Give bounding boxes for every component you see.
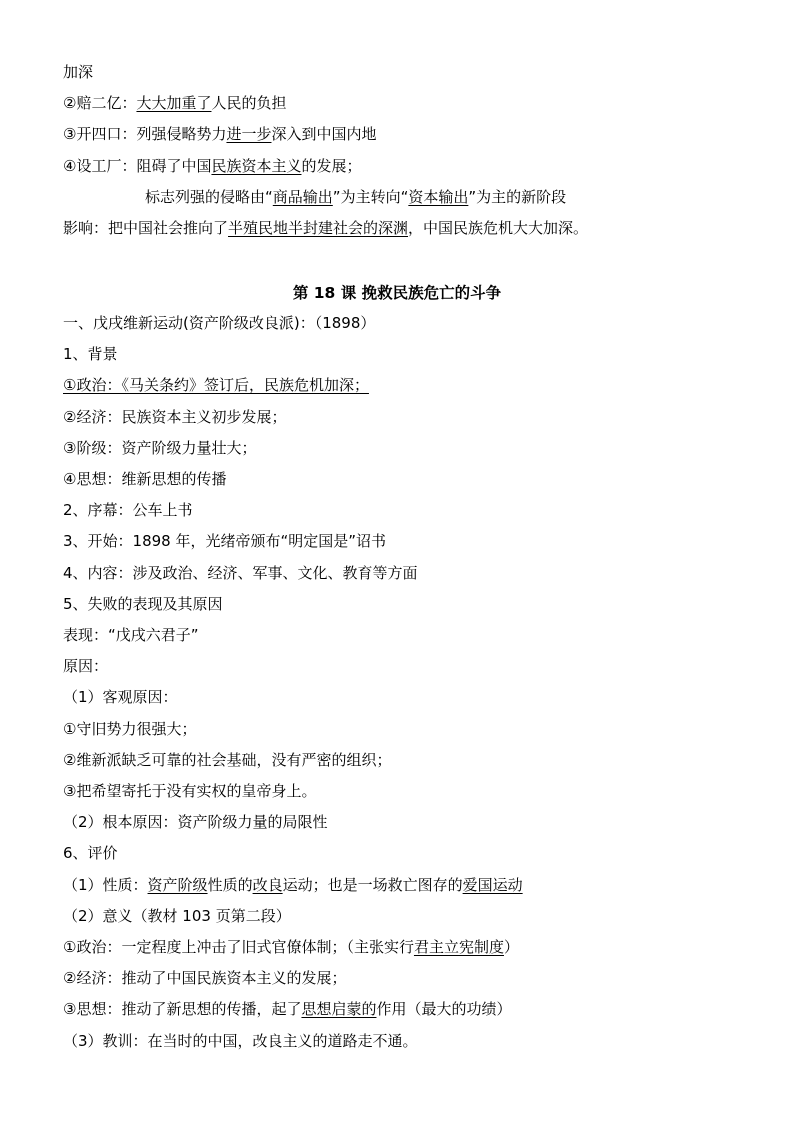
text-run: 5、失败的表现及其原因 [63,594,223,613]
post-line [63,407,286,427]
post-line [63,625,199,645]
text-run: ③阶级：资产阶级力量壮大； [63,438,257,457]
text-run: ③把希望寄托于没有实权的皇帝身上。 [63,782,317,800]
post-line [63,906,291,926]
underlined-text: 进一步 [226,125,272,143]
text-run: ②经济：推动了中国民族资本主义的发展； [63,969,347,988]
text-run: 的发展； [301,157,362,175]
post-line [63,375,369,395]
underlined-text: 资本输出 [408,188,469,206]
post-line [63,843,118,863]
pre-line [145,187,566,207]
text-run: 原因： [63,657,109,676]
text-run: （3）教训：在当时的中国，改良主义的道路走不通。 [63,1031,418,1050]
post-line [63,812,328,832]
post-line [63,656,108,676]
post-line [63,500,193,520]
text-run: ，中国民族危机大大加深。 [408,219,589,237]
text-run: 人民的负担 [211,94,287,112]
text-run: 2、序幕：公车上书 [63,501,193,520]
post-line [63,781,316,801]
text-run: 4、内容：涉及政治、经济、军事、文化、教育等方面 [63,563,418,582]
text-run: ④思想：维新思想的传播 [63,470,227,488]
post-line [63,594,223,614]
pre-line [63,62,93,82]
post-line [63,719,196,739]
text-run: ”为主的新阶段 [468,188,567,206]
underlined-text: 改良 [252,875,283,894]
post-line [63,469,226,489]
text-run: ①政治：一定程度上冲击了旧式官僚体制；（主张实行 [63,938,414,956]
text-run: 作用（最大的功绩） [376,1000,512,1019]
text-run: 运动；也是一场救亡图存的 [282,875,463,894]
pre-line [63,93,286,113]
underlined-text: 爱国运动 [462,875,523,894]
lesson-title: 第 18 课 挽救民族危亡的斗争 [292,284,502,302]
pre-line [63,156,361,176]
post-line [63,875,523,895]
text-run: ③开四口：列强侵略势力 [63,125,227,143]
text-run: ①守旧势力很强大； [63,719,197,738]
post-line [63,687,178,707]
underlined-text: ①政治：《马关条约》签订后，民族危机加深； [63,376,369,395]
post-line [63,968,346,988]
underlined-text: 民族资本主义 [211,157,302,175]
text-run: 一、戊戌维新运动(资产阶级改良派)：（1898） [63,314,376,332]
text-run: 6、评价 [63,844,118,863]
text-run: ②维新派缺乏可靠的社会基础，没有严密的组织； [63,750,392,769]
text-run: ”为主转向“ [332,188,409,206]
text-run: 3、开始：1898 年，光绪帝颁布“明定国是”诏书 [63,532,387,551]
text-run: 1、背景 [63,345,118,364]
text-run: （2）根本原因：资产阶级力量的局限性 [63,813,328,832]
post-line [63,344,118,364]
underlined-text: 思想启蒙的 [301,1000,377,1019]
text-run: 加深 [63,63,94,81]
post-line [63,937,519,957]
underlined-text: 大大加重了 [136,94,212,112]
underlined-text: 资产阶级 [147,875,208,894]
text-run: ②赔二亿： [63,94,137,112]
text-run: 标志列强的侵略由“ [145,188,273,206]
text-run: ②经济：民族资本主义初步发展； [63,407,287,426]
text-run: ④设工厂：阻碍了中国 [63,157,212,175]
text-run: （1）客观原因： [63,688,178,707]
post-line [63,563,418,583]
text-run: 影响：把中国社会推向了 [63,219,229,237]
text-run: ） [503,938,519,956]
text-run: （1）性质： [63,875,148,894]
pre-line [63,218,588,238]
text-run: ③思想：推动了新思想的传播，起了 [63,1000,302,1019]
text-run: 性质的 [207,875,253,894]
post-line [63,1031,418,1051]
text-run: （2）意义（教材 103 页第二段） [63,906,291,925]
pre-line [63,124,376,144]
underlined-text: 商品输出 [272,188,333,206]
text-run: 深入到中国内地 [271,125,377,143]
underlined-text: 半殖民地半封建社会的深渊 [228,219,409,237]
post-line [63,750,391,770]
post-line [63,999,511,1019]
post-line [63,313,375,333]
text-run: 表现：“戊戌六君子” [63,626,199,644]
post-line [63,531,386,551]
post-line [63,438,256,458]
underlined-text: 君主立宪制度 [413,938,504,956]
